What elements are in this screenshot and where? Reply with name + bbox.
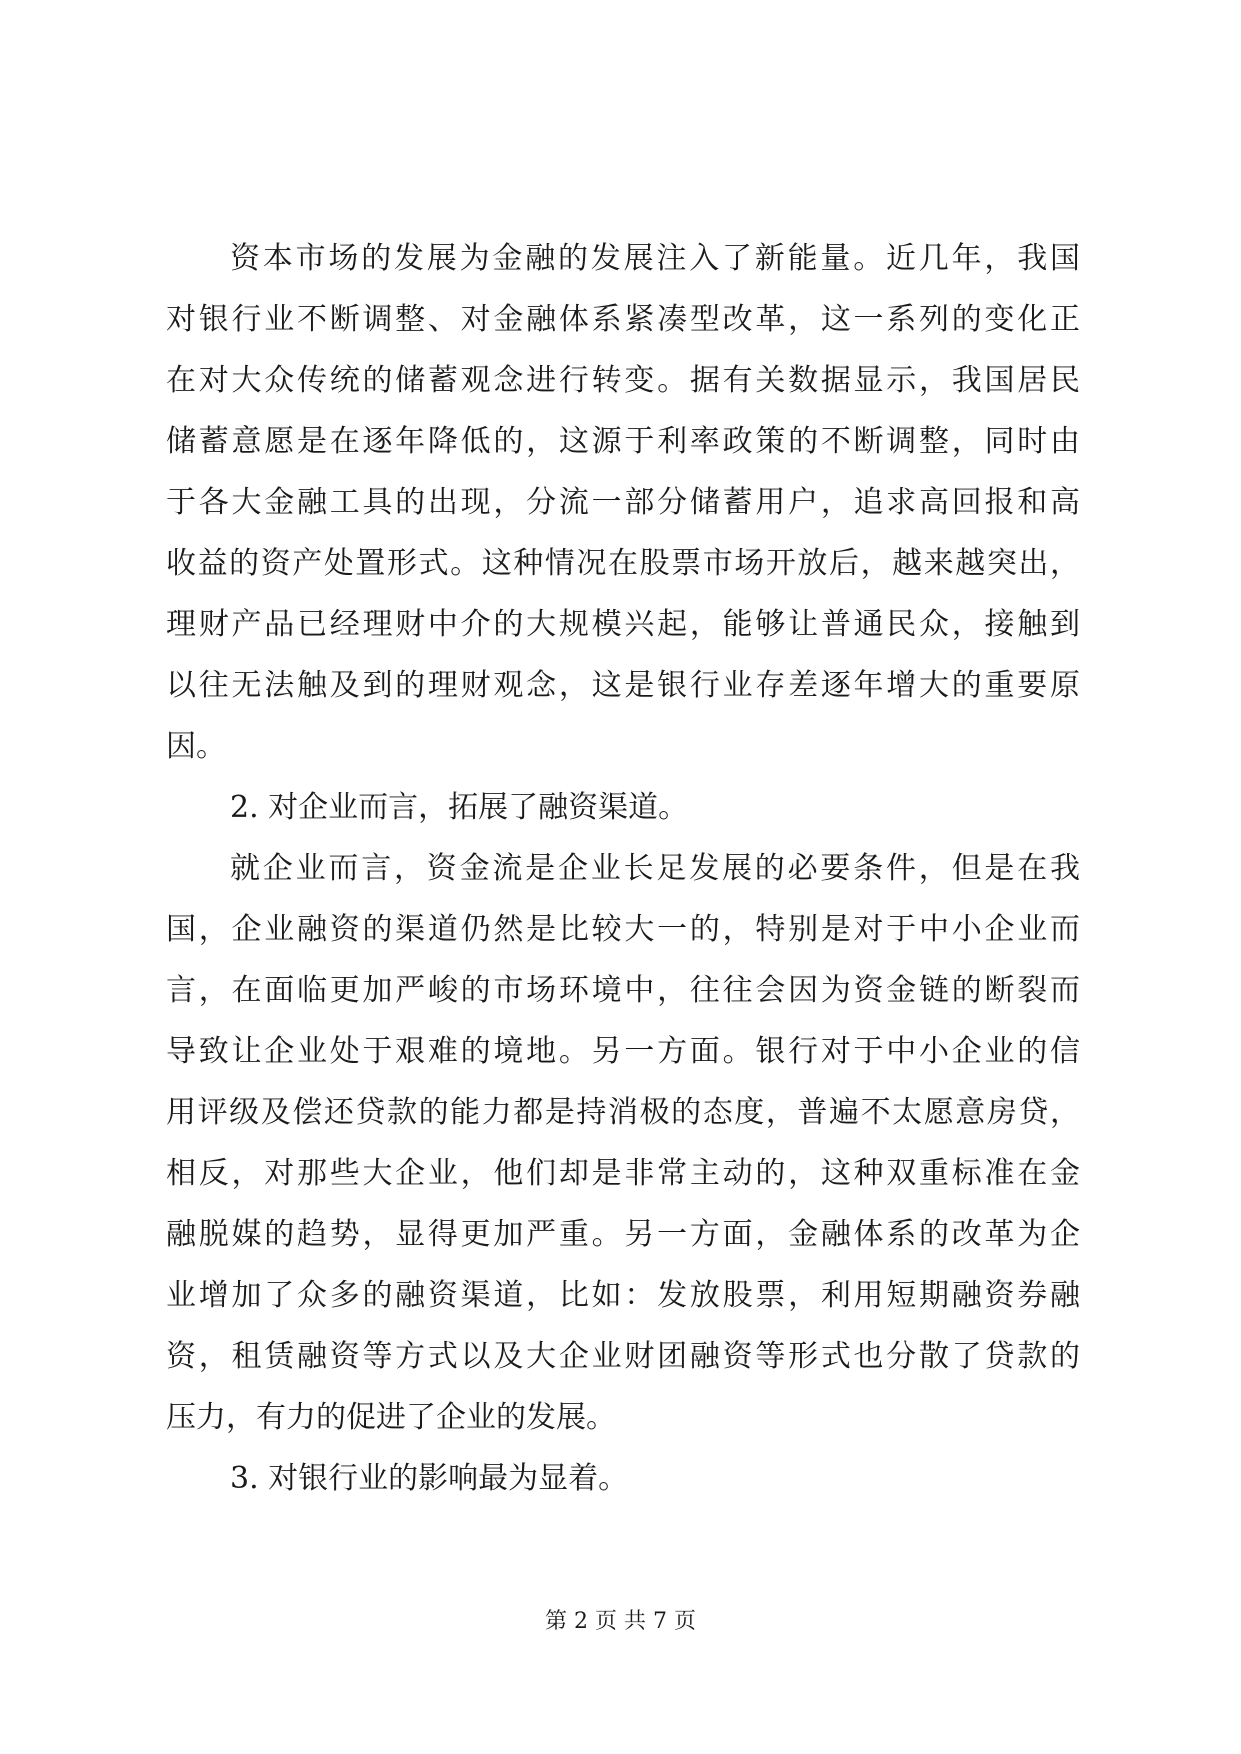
paragraph-1-line-9: 因。 xyxy=(166,729,226,764)
paragraph-1-line-8: 以往无法触及到的理财观念，这是银行业存差逐年增大的重要原 xyxy=(166,668,1080,703)
paragraph-1-line-3: 在对大众传统的储蓄观念进行转变。据有关数据显示，我国居民 xyxy=(166,363,1080,398)
paragraph-2-line-10: 压力，有力的促进了企业的发展。 xyxy=(166,1400,616,1435)
paragraph-2-line-4: 导致让企业处于艰难的境地。另一方面。银行对于中小企业的信 xyxy=(166,1034,1080,1069)
paragraph-1-line-2: 对银行业不断调整、对金融体系紧凑型改革，这一系列的变化正 xyxy=(166,302,1080,337)
paragraph-2-line-9: 资，租赁融资等方式以及大企业财团融资等形式也分散了贷款的 xyxy=(166,1339,1080,1374)
paragraph-2-line-8: 业增加了众多的融资渠道，比如：发放股票，利用短期融资券融 xyxy=(166,1278,1080,1313)
body-text xyxy=(166,228,1080,1509)
section-heading-2: 2. 对企业而言，拓展了融资渠道。 xyxy=(230,790,689,825)
paragraph-1-line-6: 收益的资产处置形式。这种情况在股票市场开放后，越来越突出， xyxy=(166,546,1080,581)
paragraph-1-line-7: 理财产品已经理财中介的大规模兴起，能够让普通民众，接触到 xyxy=(166,607,1080,642)
paragraph-1-line-1: 资本市场的发展为金融的发展注入了新能量。近几年，我国 xyxy=(230,241,1080,276)
paragraph-1-line-4: 储蓄意愿是在逐年降低的，这源于利率政策的不断调整，同时由 xyxy=(166,424,1080,459)
paragraph-2-line-6: 相反，对那些大企业，他们却是非常主动的，这种双重标准在金 xyxy=(166,1156,1080,1191)
paragraph-2-line-7: 融脱媒的趋势，显得更加严重。另一方面，金融体系的改革为企 xyxy=(166,1217,1080,1252)
paragraph-1-line-5: 于各大金融工具的出现，分流一部分储蓄用户，追求高回报和高 xyxy=(166,485,1080,520)
page-footer: 第 2 页 共 7 页 xyxy=(545,1609,696,1634)
paragraph-2-line-5: 用评级及偿还贷款的能力都是持消极的态度，普遍不太愿意房贷， xyxy=(166,1095,1080,1130)
section-heading-3: 3. 对银行业的影响最为显着。 xyxy=(230,1461,629,1496)
paragraph-2-line-2: 国，企业融资的渠道仍然是比较大一的，特别是对于中小企业而 xyxy=(166,912,1080,947)
paragraph-2-line-1: 就企业而言，资金流是企业长足发展的必要条件，但是在我 xyxy=(230,851,1080,886)
paragraph-2-line-3: 言，在面临更加严峻的市场环境中，往往会因为资金链的断裂而 xyxy=(166,973,1080,1008)
